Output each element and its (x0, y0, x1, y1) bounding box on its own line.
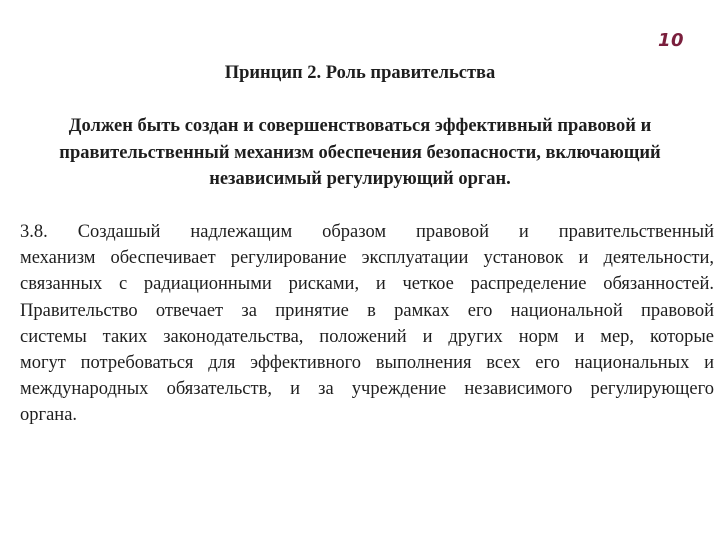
principle-line: Должен быть создан и совершенствоваться эффективный правовой и (68, 116, 652, 136)
paragraph-line: 3.8. Создашый надлежащим образом правовой и правительственный (20, 222, 714, 242)
paragraph-line: системы таких законодательства, положений и других норм и мер, которые (20, 326, 714, 347)
paragraph-line: связанных с радиационными рисками, и четкое распределение обязанностей. (20, 274, 714, 295)
paragraph-line: механизм обеспечивает регулирование эксплуатации установок и деятельности, (20, 248, 714, 269)
section-title: Принцип 2. Роль правительства (224, 63, 496, 83)
page-number: 10 (657, 30, 684, 51)
principle-statement (22, 113, 698, 193)
principle-line: правительственный механизм обеспечения безопасности, включающий (59, 142, 661, 163)
paragraph-line: органа. (20, 405, 78, 426)
principle-line: независимый регулирующий орган. (209, 169, 511, 189)
paragraph-line: могут потребоваться для эффективного выполнения всех его национальных и (20, 353, 714, 374)
paragraph-line: международных обязательств, и за учреждение независимого регулирующего (20, 379, 714, 400)
paragraph-line: Правительство отвечает за принятие в рамках его национальной правовой (20, 300, 714, 321)
paragraph-3-8 (20, 219, 714, 429)
